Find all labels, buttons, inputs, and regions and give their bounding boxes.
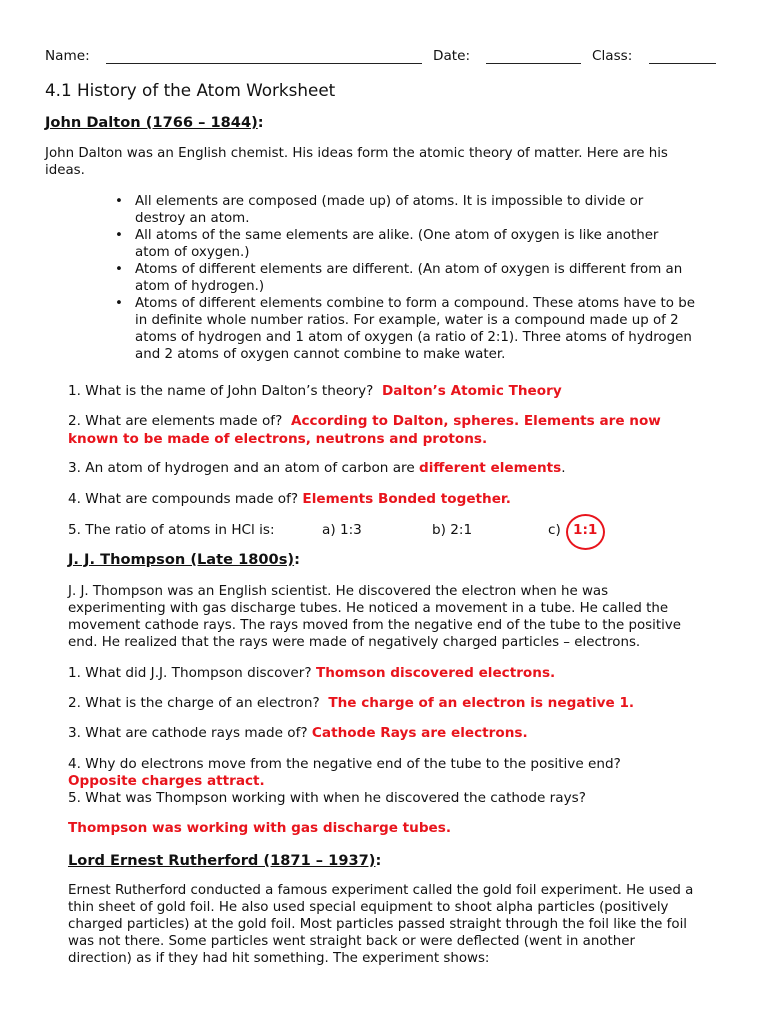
date-field[interactable] — [486, 63, 581, 64]
dalton-intro: John Dalton was an English chemist. His ideas form the atomic theory of matter. Here are his ideas. — [45, 146, 668, 178]
dalton-answer-4: Elements Bonded together. — [302, 491, 511, 507]
thompson-intro: J. J. Thompson was an English scientist. He discovered the electron when he was experimenting with gas discharge tubes. He noticed a movement in a tube. He called the movement cathode rays. The rays moved from the negative end of the tube to the positive end. He realized that the rays were made of negatively charged particles – electrons. — [68, 584, 682, 650]
thompson-question-5: 5. What was Thompson working with when he discovered the cathode rays? — [68, 790, 586, 806]
dalton-question-2: 2. What are elements made of? According to Dalton, spheres. Elements are now known to be made of electrons, neutrons and protons. — [68, 413, 661, 447]
dalton-question-3: 3. An atom of hydrogen and an atom of carbon are different elements. — [68, 460, 566, 476]
rutherford-intro: Ernest Rutherford conducted a famous experiment called the gold foil experiment. He used a thin sheet of gold foil. He also used special equipment to shoot alpha particles (positively charged particles) at the gold foil. Most particles passed straight through the foil like the foil was not there. Some particles went straight back or were deflected (went in another direction) as if they had hit something. The experiment shows: — [68, 883, 694, 966]
thompson-question-4: 4. Why do electrons move from the negative end of the tube to the positive end? Opposite charges attract. 5. What was Thompson working with when he discovered the cathode rays? — [68, 756, 621, 806]
dalton-question-1: 1. What is the name of John Dalton’s theory? Dalton’s Atomic Theory — [68, 383, 562, 399]
list-item: • All atoms of the same elements are alike. (One atom of oxygen is like another atom of oxygen.) — [115, 228, 659, 260]
dalton-answer-2: According to Dalton, spheres. Elements are now — [290, 413, 661, 429]
thompson-heading: J. J. Thompson (Late 1800s): — [68, 551, 300, 568]
date-label: Date: — [433, 48, 471, 64]
dalton-heading: John Dalton (1766 – 1844): — [45, 114, 264, 131]
rutherford-heading: Lord Ernest Rutherford (1871 – 1937): — [68, 852, 382, 869]
class-label: Class: — [592, 48, 633, 64]
thompson-question-2: 2. What is the charge of an electron? The charge of an electron is negative 1. — [68, 695, 635, 711]
name-label: Name: — [45, 48, 90, 64]
dalton-answer-3: different elements — [419, 460, 562, 476]
dalton-answer-5: 1:1 — [573, 522, 598, 538]
list-item: • Atoms of different elements are different. (An atom of oxygen is different from an atom of hydrogen.) — [115, 262, 683, 294]
name-field[interactable] — [106, 63, 422, 64]
class-field[interactable] — [649, 63, 716, 64]
thompson-answer-1: Thomson discovered electrons. — [315, 665, 556, 681]
option-c: c) — [548, 522, 561, 538]
dalton-question-5: 5. The ratio of atoms in HCl is: — [68, 522, 275, 538]
option-a: a) 1:3 — [322, 522, 362, 538]
option-b: b) 2:1 — [432, 522, 473, 538]
dalton-answer-1: Dalton’s Atomic Theory — [382, 383, 562, 399]
thompson-answer-2: The charge of an electron is negative 1. — [328, 695, 635, 711]
dalton-question-4: 4. What are compounds made of? Elements Bonded together. — [68, 491, 511, 507]
thompson-answer-3: Cathode Rays are electrons. — [311, 725, 528, 741]
thompson-question-3: 3. What are cathode rays made of? Cathode Rays are electrons. — [68, 725, 528, 741]
thompson-answer-5: Thompson was working with gas discharge tubes. — [68, 820, 452, 836]
thompson-answer-4: Opposite charges attract. — [68, 773, 265, 789]
list-item: • All elements are composed (made up) of atoms. It is impossible to divide or destroy an atom. — [115, 194, 644, 226]
thompson-question-1: 1. What did J.J. Thompson discover? Thomson discovered electrons. — [68, 665, 556, 681]
page-title: 4.1 History of the Atom Worksheet — [45, 80, 336, 100]
list-item: • Atoms of different elements combine to form a compound. These atoms have to be in definite whole number ratios. For example, water is a compound made up of 2 atoms of hydrogen and 1 atom of oxygen (a ratio of 2:1). Three atoms of hydrogen and 2 atoms of oxygen cannot combine to make water. — [115, 296, 695, 362]
dalton-ideas-list — [115, 193, 695, 363]
